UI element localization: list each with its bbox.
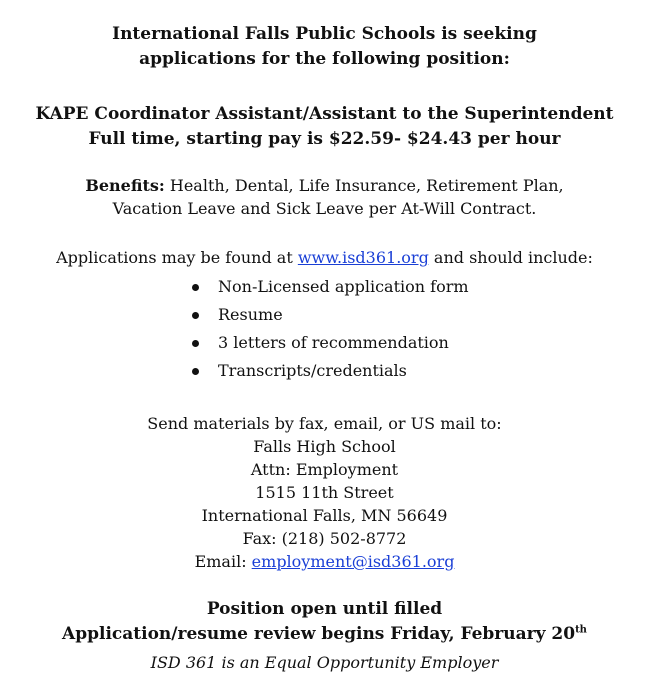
benefits-block (0, 174, 649, 220)
eoe-statement: ISD 361 is an Equal Opportunity Employer (150, 653, 499, 672)
mailing-block (0, 412, 649, 573)
review-date-line (0, 622, 649, 647)
bullet-icon (192, 340, 199, 347)
mailing-attn: Attn: Employment (250, 460, 399, 479)
applications-line (0, 246, 649, 269)
list-item (190, 357, 469, 385)
email-link[interactable]: employment@isd361.org (251, 552, 455, 571)
mailing-email-line (0, 550, 649, 573)
benefits-list-part-1: Health, Dental, Life Insurance, Retirement Plan, (164, 176, 564, 195)
list-item (190, 301, 469, 329)
bullet-icon (192, 312, 199, 319)
benefits-label: Benefits: (85, 176, 165, 195)
requirements-list (190, 273, 469, 385)
bullet-icon (192, 368, 199, 375)
intro-line-1: International Falls Public Schools is seeking (112, 24, 537, 44)
benefits-line-2: Vacation Leave and Sick Leave per At-Will Contract. (112, 199, 537, 218)
review-date: Application/resume review begins Friday, February 20 (62, 624, 576, 644)
list-item-text: Transcripts/credentials (218, 361, 407, 380)
intro-heading (0, 22, 649, 72)
mailing-fax: Fax: (218) 502-8772 (242, 529, 407, 548)
intro-line-2: applications for the following position: (139, 49, 510, 69)
closing-block (0, 597, 649, 647)
list-item-text: 3 letters of recommendation (218, 333, 449, 352)
email-label: Email: (194, 552, 252, 571)
mailing-city: International Falls, MN 56649 (201, 506, 448, 525)
list-item-text: Non-Licensed application form (218, 277, 469, 296)
list-item (190, 273, 469, 301)
bullet-icon (192, 284, 199, 291)
list-item-text: Resume (218, 305, 283, 324)
website-link[interactable]: www.isd361.org (297, 248, 429, 267)
open-until-filled: Position open until filled (206, 599, 443, 619)
benefits-line-1 (0, 174, 649, 197)
mailing-school: Falls High School (253, 437, 396, 456)
position-title: KAPE Coordinator Assistant/Assistant to the Superintendent (35, 104, 614, 124)
mailing-street: 1515 11th Street (255, 483, 394, 502)
mailing-intro: Send materials by fax, email, or US mail to: (147, 414, 502, 433)
review-date-suffix: th (575, 624, 587, 636)
applications-text-after: and should include: (428, 248, 593, 267)
list-item (190, 329, 469, 357)
applications-text-before: Applications may be found at (56, 248, 298, 267)
position-block (0, 102, 649, 152)
position-pay: Full time, starting pay is $22.59- $24.43 per hour (88, 129, 561, 149)
